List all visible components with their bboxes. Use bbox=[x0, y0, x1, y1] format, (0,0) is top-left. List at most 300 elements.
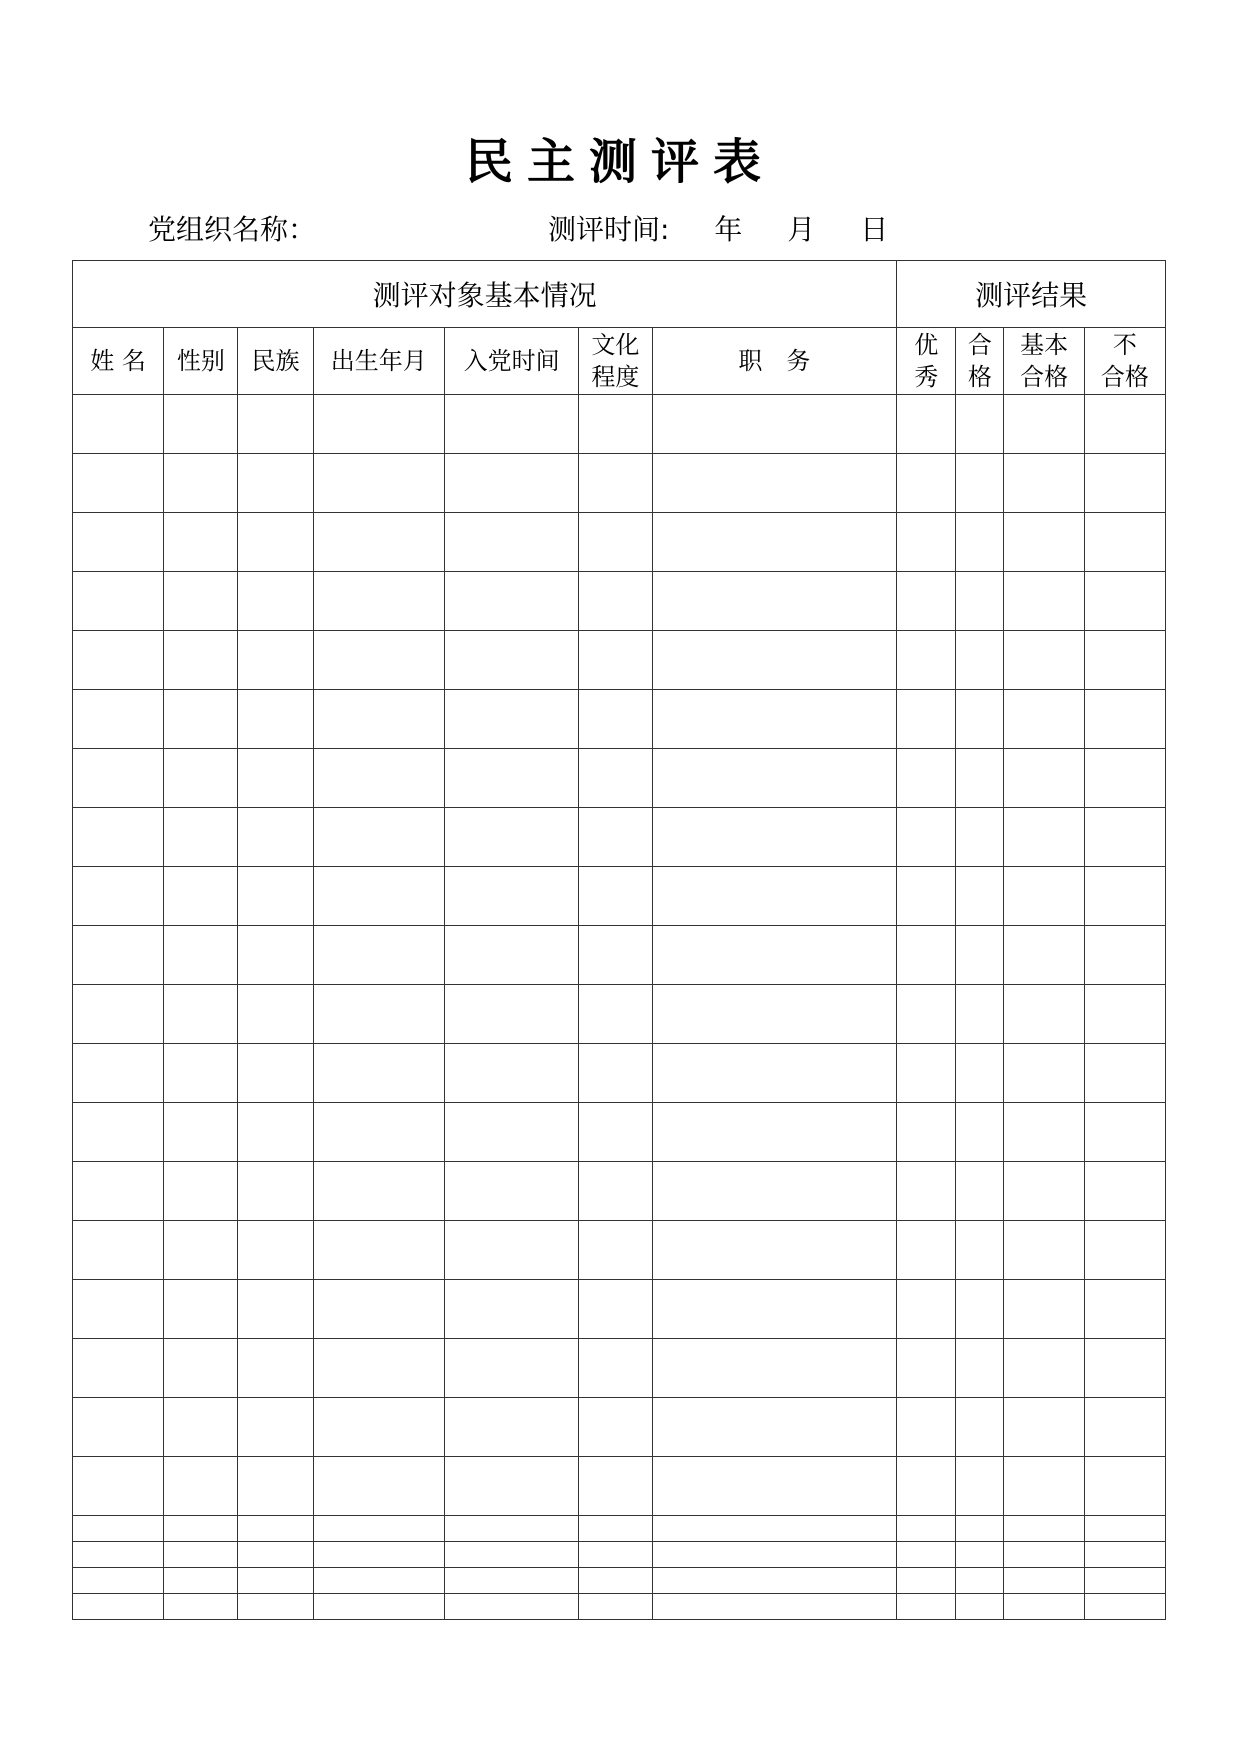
table-cell[interactable] bbox=[444, 808, 578, 867]
table-cell[interactable] bbox=[1084, 1221, 1165, 1280]
table-cell[interactable] bbox=[73, 749, 164, 808]
table-cell[interactable] bbox=[444, 1568, 578, 1594]
table-cell[interactable] bbox=[897, 454, 956, 513]
col-unqualified bbox=[1084, 328, 1165, 395]
column-header-row bbox=[73, 328, 1166, 395]
table-cell[interactable] bbox=[238, 690, 313, 749]
table-cell[interactable] bbox=[956, 1542, 1004, 1568]
table-cell[interactable] bbox=[313, 1221, 444, 1280]
table-cell[interactable] bbox=[897, 1044, 956, 1103]
table-cell[interactable] bbox=[73, 395, 164, 454]
table-cell[interactable] bbox=[652, 454, 897, 513]
table-cell[interactable] bbox=[164, 1568, 238, 1594]
table-row bbox=[73, 1103, 1166, 1162]
table-cell[interactable] bbox=[579, 1568, 652, 1594]
table-cell[interactable] bbox=[313, 631, 444, 690]
table-cell[interactable] bbox=[1004, 1162, 1084, 1221]
section-evaluation-result: 测评结果 bbox=[897, 261, 1166, 328]
table-cell[interactable] bbox=[579, 808, 652, 867]
table-cell[interactable] bbox=[313, 926, 444, 985]
table-cell[interactable] bbox=[956, 690, 1004, 749]
table-cell[interactable] bbox=[652, 1162, 897, 1221]
table-cell[interactable] bbox=[73, 867, 164, 926]
table-cell[interactable] bbox=[238, 1280, 313, 1339]
table-cell[interactable] bbox=[164, 631, 238, 690]
table-cell[interactable] bbox=[444, 749, 578, 808]
table-cell[interactable] bbox=[956, 1516, 1004, 1542]
table-cell[interactable] bbox=[313, 690, 444, 749]
table-cell[interactable] bbox=[1004, 1398, 1084, 1457]
table-cell[interactable] bbox=[956, 1162, 1004, 1221]
col-party-join-date bbox=[444, 328, 578, 395]
col-education bbox=[579, 328, 652, 395]
table-cell[interactable] bbox=[1084, 1516, 1165, 1542]
table-cell[interactable] bbox=[652, 1044, 897, 1103]
table-cell[interactable] bbox=[73, 1103, 164, 1162]
table-cell[interactable] bbox=[579, 1103, 652, 1162]
table-cell[interactable] bbox=[444, 1339, 578, 1398]
table-cell[interactable] bbox=[238, 985, 313, 1044]
table-cell[interactable] bbox=[313, 1044, 444, 1103]
table-cell[interactable] bbox=[164, 395, 238, 454]
table-cell[interactable] bbox=[73, 513, 164, 572]
table-cell[interactable] bbox=[1084, 867, 1165, 926]
table-cell[interactable] bbox=[579, 749, 652, 808]
table-cell[interactable] bbox=[313, 808, 444, 867]
table-cell[interactable] bbox=[73, 808, 164, 867]
table-cell[interactable] bbox=[956, 1398, 1004, 1457]
table-cell[interactable] bbox=[1084, 572, 1165, 631]
table-cell[interactable] bbox=[238, 572, 313, 631]
table-cell[interactable] bbox=[444, 1103, 578, 1162]
table-cell[interactable] bbox=[73, 631, 164, 690]
table-cell[interactable] bbox=[444, 1457, 578, 1516]
table-cell[interactable] bbox=[313, 572, 444, 631]
col-unqualified-line-1: 不 bbox=[1112, 331, 1137, 359]
table-cell[interactable] bbox=[579, 1542, 652, 1568]
table-cell[interactable] bbox=[1084, 1568, 1165, 1594]
table-row bbox=[73, 1044, 1166, 1103]
table-row bbox=[73, 749, 1166, 808]
table-cell[interactable] bbox=[444, 867, 578, 926]
table-cell[interactable] bbox=[313, 985, 444, 1044]
table-cell[interactable] bbox=[73, 572, 164, 631]
table-cell[interactable] bbox=[652, 513, 897, 572]
table-cell[interactable] bbox=[444, 1044, 578, 1103]
table-cell[interactable] bbox=[579, 1398, 652, 1457]
table-cell[interactable] bbox=[1004, 867, 1084, 926]
table-cell[interactable] bbox=[1004, 1594, 1084, 1620]
table-cell[interactable] bbox=[897, 1339, 956, 1398]
table-cell[interactable] bbox=[164, 1280, 238, 1339]
table-cell[interactable] bbox=[579, 690, 652, 749]
table-cell[interactable] bbox=[1004, 1339, 1084, 1398]
table-cell[interactable] bbox=[956, 749, 1004, 808]
table-cell[interactable] bbox=[1084, 1594, 1165, 1620]
table-row bbox=[73, 867, 1166, 926]
col-qualified bbox=[956, 328, 1004, 395]
table-cell[interactable] bbox=[579, 985, 652, 1044]
table-cell[interactable] bbox=[164, 808, 238, 867]
table-cell[interactable] bbox=[652, 1542, 897, 1568]
table-cell[interactable] bbox=[238, 1339, 313, 1398]
table-cell[interactable] bbox=[238, 1044, 313, 1103]
table-row bbox=[73, 1568, 1166, 1594]
table-cell[interactable] bbox=[444, 454, 578, 513]
section-header-row bbox=[73, 261, 1166, 328]
table-cell[interactable] bbox=[1004, 1280, 1084, 1339]
table-cell[interactable] bbox=[652, 1398, 897, 1457]
table-cell[interactable] bbox=[897, 572, 956, 631]
table-cell[interactable] bbox=[444, 572, 578, 631]
col-qualified-line-2: 格 bbox=[967, 363, 992, 391]
table-cell[interactable] bbox=[238, 631, 313, 690]
table-cell[interactable] bbox=[652, 808, 897, 867]
col-basically-qualified-line-1: 基本 bbox=[1020, 331, 1069, 359]
table-cell[interactable] bbox=[164, 454, 238, 513]
table-cell[interactable] bbox=[164, 1162, 238, 1221]
col-ethnicity bbox=[238, 328, 313, 395]
table-cell[interactable] bbox=[1084, 1457, 1165, 1516]
table-cell[interactable] bbox=[1084, 808, 1165, 867]
page-title: 民主测评表 bbox=[464, 134, 775, 190]
table-cell[interactable] bbox=[73, 1568, 164, 1594]
table-cell[interactable] bbox=[652, 1221, 897, 1280]
table-cell[interactable] bbox=[313, 1103, 444, 1162]
table-row bbox=[73, 1339, 1166, 1398]
table-cell[interactable] bbox=[73, 1542, 164, 1568]
table-cell[interactable] bbox=[73, 1221, 164, 1280]
table-cell[interactable] bbox=[1004, 985, 1084, 1044]
table-row bbox=[73, 1398, 1166, 1457]
table-cell[interactable] bbox=[897, 1103, 956, 1162]
table-cell[interactable] bbox=[164, 1398, 238, 1457]
col-position bbox=[652, 328, 897, 395]
table-cell[interactable] bbox=[1004, 513, 1084, 572]
table-cell[interactable] bbox=[579, 1594, 652, 1620]
table-cell[interactable] bbox=[897, 1221, 956, 1280]
col-birth-date bbox=[313, 328, 444, 395]
table-cell[interactable] bbox=[897, 1398, 956, 1457]
table-cell[interactable] bbox=[238, 1103, 313, 1162]
table-cell[interactable] bbox=[897, 631, 956, 690]
table-cell[interactable] bbox=[956, 454, 1004, 513]
table-cell[interactable] bbox=[956, 631, 1004, 690]
table-cell[interactable] bbox=[1084, 1398, 1165, 1457]
table-cell[interactable] bbox=[956, 1568, 1004, 1594]
table-cell[interactable] bbox=[444, 1280, 578, 1339]
table-cell[interactable] bbox=[444, 1162, 578, 1221]
col-basically-qualified bbox=[1004, 328, 1084, 395]
table-cell[interactable] bbox=[313, 1457, 444, 1516]
table-cell[interactable] bbox=[444, 1594, 578, 1620]
table-cell[interactable] bbox=[1084, 1103, 1165, 1162]
table-cell[interactable] bbox=[579, 631, 652, 690]
table-cell[interactable] bbox=[313, 1162, 444, 1221]
table-cell[interactable] bbox=[164, 572, 238, 631]
table-cell[interactable] bbox=[897, 1516, 956, 1542]
table-cell[interactable] bbox=[238, 867, 313, 926]
table-row bbox=[73, 1594, 1166, 1620]
table-cell[interactable] bbox=[1004, 808, 1084, 867]
table-cell[interactable] bbox=[73, 1594, 164, 1620]
table-cell[interactable] bbox=[73, 690, 164, 749]
table-cell[interactable] bbox=[652, 867, 897, 926]
table-cell[interactable] bbox=[164, 1044, 238, 1103]
table-cell[interactable] bbox=[652, 1516, 897, 1542]
col-gender bbox=[164, 328, 238, 395]
table-cell[interactable] bbox=[579, 395, 652, 454]
table-cell[interactable] bbox=[897, 1568, 956, 1594]
col-unqualified-line-2: 合格 bbox=[1100, 363, 1149, 391]
table-cell[interactable] bbox=[956, 572, 1004, 631]
table-cell[interactable] bbox=[897, 1280, 956, 1339]
table-cell[interactable] bbox=[1004, 631, 1084, 690]
table-cell[interactable] bbox=[1084, 1339, 1165, 1398]
table-cell[interactable] bbox=[897, 1162, 956, 1221]
table-cell[interactable] bbox=[1084, 985, 1165, 1044]
table-cell[interactable] bbox=[1004, 395, 1084, 454]
table-cell[interactable] bbox=[652, 1457, 897, 1516]
table-cell[interactable] bbox=[652, 749, 897, 808]
table-cell[interactable] bbox=[1084, 631, 1165, 690]
time-label: 测评时间: bbox=[548, 213, 670, 246]
table-cell[interactable] bbox=[1084, 395, 1165, 454]
table-cell[interactable] bbox=[897, 513, 956, 572]
table-cell[interactable] bbox=[73, 1162, 164, 1221]
evaluation-table bbox=[72, 260, 1166, 1620]
table-cell[interactable] bbox=[164, 1339, 238, 1398]
table-cell[interactable] bbox=[73, 1457, 164, 1516]
table-cell[interactable] bbox=[313, 1516, 444, 1542]
table-cell[interactable] bbox=[897, 926, 956, 985]
table-cell[interactable] bbox=[164, 690, 238, 749]
table-cell[interactable] bbox=[1004, 1103, 1084, 1162]
col-party-join-date-line: 入党时间 bbox=[463, 347, 560, 375]
table-cell[interactable] bbox=[956, 1044, 1004, 1103]
table-cell[interactable] bbox=[164, 749, 238, 808]
table-cell[interactable] bbox=[956, 1594, 1004, 1620]
table-cell[interactable] bbox=[897, 867, 956, 926]
table-cell[interactable] bbox=[579, 1516, 652, 1542]
table-cell[interactable] bbox=[238, 1594, 313, 1620]
table-cell[interactable] bbox=[652, 395, 897, 454]
table-cell[interactable] bbox=[579, 867, 652, 926]
table-cell[interactable] bbox=[579, 1221, 652, 1280]
table-cell[interactable] bbox=[313, 1542, 444, 1568]
table-cell[interactable] bbox=[956, 513, 1004, 572]
table-cell[interactable] bbox=[579, 572, 652, 631]
table-cell[interactable] bbox=[956, 1221, 1004, 1280]
table-cell[interactable] bbox=[164, 1542, 238, 1568]
table-cell[interactable] bbox=[164, 1221, 238, 1280]
table-cell[interactable] bbox=[444, 1398, 578, 1457]
table-cell[interactable] bbox=[1084, 1162, 1165, 1221]
table-row bbox=[73, 1542, 1166, 1568]
table-cell[interactable] bbox=[164, 513, 238, 572]
table-cell[interactable] bbox=[652, 631, 897, 690]
table-cell[interactable] bbox=[897, 690, 956, 749]
table-cell[interactable] bbox=[238, 1162, 313, 1221]
table-cell[interactable] bbox=[164, 985, 238, 1044]
table-cell[interactable] bbox=[1084, 1542, 1165, 1568]
table-cell[interactable] bbox=[579, 1280, 652, 1339]
table-cell[interactable] bbox=[652, 926, 897, 985]
table-cell[interactable] bbox=[897, 808, 956, 867]
col-excellent-line-2: 秀 bbox=[914, 363, 939, 391]
table-cell[interactable] bbox=[1084, 454, 1165, 513]
table-cell[interactable] bbox=[164, 1457, 238, 1516]
table-cell[interactable] bbox=[897, 749, 956, 808]
table-cell[interactable] bbox=[652, 1280, 897, 1339]
table-cell[interactable] bbox=[444, 690, 578, 749]
table-cell[interactable] bbox=[164, 1594, 238, 1620]
table-cell[interactable] bbox=[897, 985, 956, 1044]
table-cell[interactable] bbox=[238, 749, 313, 808]
table-row bbox=[73, 1280, 1166, 1339]
table-cell[interactable] bbox=[652, 1568, 897, 1594]
table-cell[interactable] bbox=[444, 1542, 578, 1568]
table-cell[interactable] bbox=[1084, 1280, 1165, 1339]
table-row bbox=[73, 513, 1166, 572]
table-cell[interactable] bbox=[956, 926, 1004, 985]
table-cell[interactable] bbox=[73, 1516, 164, 1542]
table-cell[interactable] bbox=[579, 1044, 652, 1103]
table-cell[interactable] bbox=[956, 1339, 1004, 1398]
table-cell[interactable] bbox=[238, 395, 313, 454]
table-cell[interactable] bbox=[897, 1594, 956, 1620]
table-row bbox=[73, 1457, 1166, 1516]
table-cell[interactable] bbox=[1084, 690, 1165, 749]
table-cell[interactable] bbox=[1004, 572, 1084, 631]
month-label: 月 bbox=[787, 213, 816, 246]
table-cell[interactable] bbox=[238, 1516, 313, 1542]
table-cell[interactable] bbox=[313, 395, 444, 454]
table-cell[interactable] bbox=[444, 985, 578, 1044]
table-row bbox=[73, 1162, 1166, 1221]
table-cell[interactable] bbox=[1084, 1044, 1165, 1103]
table-cell[interactable] bbox=[238, 454, 313, 513]
table-row bbox=[73, 1516, 1166, 1542]
table-cell[interactable] bbox=[1084, 513, 1165, 572]
table-cell[interactable] bbox=[579, 1457, 652, 1516]
table-cell[interactable] bbox=[1004, 1542, 1084, 1568]
table-cell[interactable] bbox=[238, 513, 313, 572]
table-cell[interactable] bbox=[652, 572, 897, 631]
table-cell[interactable] bbox=[73, 926, 164, 985]
table-cell[interactable] bbox=[238, 1542, 313, 1568]
table-cell[interactable] bbox=[73, 985, 164, 1044]
table-cell[interactable] bbox=[1004, 454, 1084, 513]
col-ethnicity-line: 民族 bbox=[251, 347, 300, 375]
table-cell[interactable] bbox=[1004, 1568, 1084, 1594]
table-cell[interactable] bbox=[1004, 749, 1084, 808]
table-cell[interactable] bbox=[73, 1044, 164, 1103]
table-cell[interactable] bbox=[579, 454, 652, 513]
evaluation-time bbox=[548, 210, 888, 250]
table-cell[interactable] bbox=[579, 1339, 652, 1398]
table-cell[interactable] bbox=[238, 1221, 313, 1280]
table-cell[interactable] bbox=[73, 1339, 164, 1398]
table-cell[interactable] bbox=[164, 926, 238, 985]
table-cell[interactable] bbox=[652, 1339, 897, 1398]
section-basic-info: 测评对象基本情况 bbox=[73, 261, 897, 328]
table-cell[interactable] bbox=[313, 1339, 444, 1398]
table-cell[interactable] bbox=[313, 454, 444, 513]
table-cell[interactable] bbox=[1004, 1457, 1084, 1516]
table-cell[interactable] bbox=[1004, 690, 1084, 749]
table-cell[interactable] bbox=[444, 1221, 578, 1280]
table-cell[interactable] bbox=[313, 513, 444, 572]
table-cell[interactable] bbox=[238, 1398, 313, 1457]
table-cell[interactable] bbox=[579, 926, 652, 985]
table-cell[interactable] bbox=[956, 1280, 1004, 1339]
table-cell[interactable] bbox=[444, 1516, 578, 1542]
table-cell[interactable] bbox=[73, 1398, 164, 1457]
table-row bbox=[73, 1221, 1166, 1280]
table-cell[interactable] bbox=[164, 1516, 238, 1542]
table-cell[interactable] bbox=[313, 867, 444, 926]
table-cell[interactable] bbox=[164, 867, 238, 926]
table-cell[interactable] bbox=[73, 454, 164, 513]
table-cell[interactable] bbox=[164, 1103, 238, 1162]
table-cell[interactable] bbox=[1004, 1044, 1084, 1103]
table-row bbox=[73, 808, 1166, 867]
table-cell[interactable] bbox=[897, 1542, 956, 1568]
table-cell[interactable] bbox=[1084, 749, 1165, 808]
table-cell[interactable] bbox=[956, 395, 1004, 454]
table-cell[interactable] bbox=[444, 513, 578, 572]
table-cell[interactable] bbox=[956, 867, 1004, 926]
col-birth-date-line: 出生年月 bbox=[330, 347, 427, 375]
day-label: 日 bbox=[860, 213, 889, 246]
table-cell[interactable] bbox=[238, 926, 313, 985]
table-cell[interactable] bbox=[313, 1568, 444, 1594]
table-row bbox=[73, 454, 1166, 513]
table-body bbox=[73, 395, 1166, 1620]
table-cell[interactable] bbox=[313, 749, 444, 808]
table-cell[interactable] bbox=[1084, 926, 1165, 985]
table-cell[interactable] bbox=[652, 690, 897, 749]
table-cell[interactable] bbox=[652, 1594, 897, 1620]
table-cell[interactable] bbox=[238, 1457, 313, 1516]
table-cell[interactable] bbox=[652, 1103, 897, 1162]
table-cell[interactable] bbox=[444, 395, 578, 454]
table-cell[interactable] bbox=[238, 1568, 313, 1594]
table-cell[interactable] bbox=[956, 1103, 1004, 1162]
table-cell[interactable] bbox=[73, 1280, 164, 1339]
table-cell[interactable] bbox=[956, 985, 1004, 1044]
table-cell[interactable] bbox=[1004, 926, 1084, 985]
table-cell[interactable] bbox=[313, 1280, 444, 1339]
table-cell[interactable] bbox=[238, 808, 313, 867]
table-cell[interactable] bbox=[897, 1457, 956, 1516]
table-cell[interactable] bbox=[313, 1398, 444, 1457]
table-row bbox=[73, 926, 1166, 985]
table-cell[interactable] bbox=[579, 513, 652, 572]
table-cell[interactable] bbox=[444, 926, 578, 985]
table-cell[interactable] bbox=[579, 1162, 652, 1221]
table-cell[interactable] bbox=[444, 631, 578, 690]
table-cell[interactable] bbox=[1004, 1516, 1084, 1542]
table-cell[interactable] bbox=[652, 985, 897, 1044]
col-excellent bbox=[897, 328, 956, 395]
table-cell[interactable] bbox=[956, 808, 1004, 867]
table-cell[interactable] bbox=[897, 395, 956, 454]
table-cell[interactable] bbox=[956, 1457, 1004, 1516]
table-cell[interactable] bbox=[313, 1594, 444, 1620]
table-cell[interactable] bbox=[1004, 1221, 1084, 1280]
